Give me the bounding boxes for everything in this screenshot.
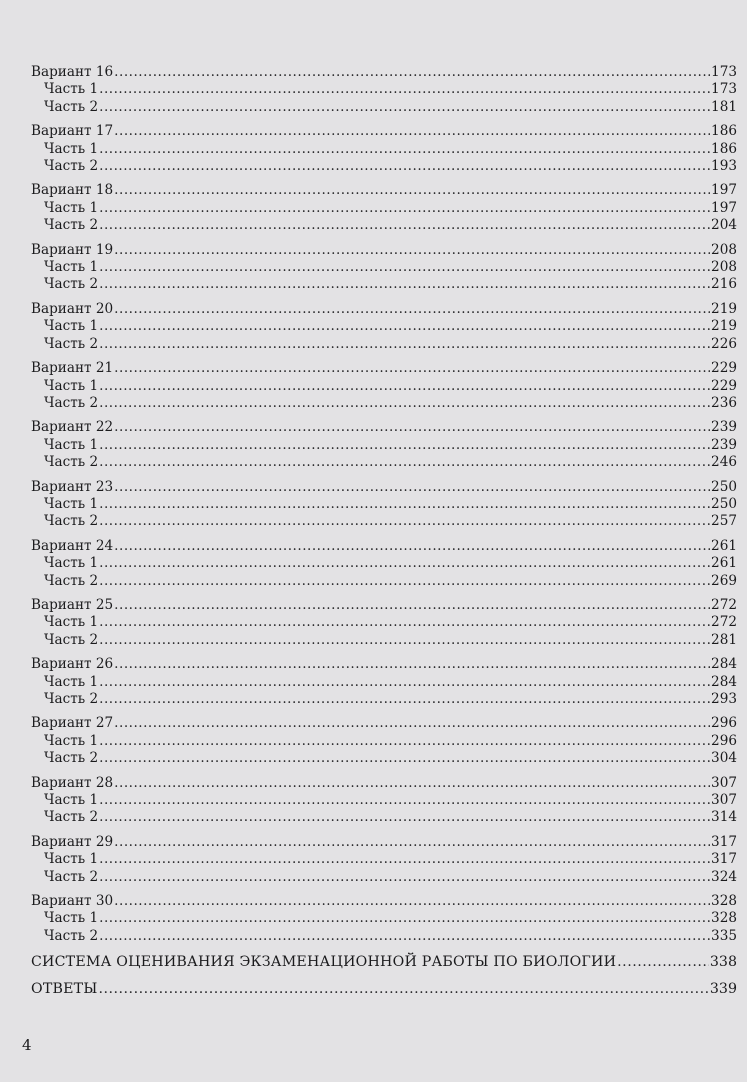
toc-variant-entry-label: Вариант 21 [31, 360, 114, 377]
toc-part-entry-label: Часть 1 [44, 555, 99, 572]
toc-part-entry [31, 733, 737, 750]
toc-variant-group [31, 182, 737, 234]
toc-part-entry-page-number: 304 [711, 750, 737, 767]
toc-part-entry-label: Часть 1 [44, 495, 99, 512]
dot-leader [99, 851, 710, 868]
toc-part-entry-page-number: 229 [711, 377, 737, 394]
dot-leader [114, 360, 710, 377]
dot-leader [99, 378, 710, 395]
toc-variant-group [31, 301, 737, 353]
toc-part-entry-label: Часть 2 [44, 513, 99, 530]
toc-variant-entry-label: Вариант 18 [31, 182, 114, 199]
toc-part-entry [31, 276, 737, 293]
dot-leader [99, 437, 710, 454]
toc-variant-entry-page-number: 328 [711, 893, 737, 910]
toc-part-entry [31, 496, 737, 513]
toc-part-entry-page-number: 257 [711, 513, 737, 530]
toc-variant-entry [31, 597, 737, 614]
toc-part-entry [31, 573, 737, 590]
dot-leader [114, 834, 710, 851]
toc-part-entry-label: Часть 2 [44, 276, 99, 293]
toc-part-entry-page-number: 284 [711, 673, 737, 690]
toc-part-entry-label: Часть 1 [44, 851, 99, 868]
dot-leader [617, 952, 709, 973]
toc-variant-group [31, 360, 737, 412]
toc-variant-group [31, 538, 737, 590]
dot-leader [99, 513, 710, 530]
toc-part-entry-label: Часть 2 [44, 98, 99, 115]
dot-leader [99, 318, 710, 335]
dot-leader [99, 141, 710, 158]
toc-part-entry-label: Часть 1 [44, 673, 99, 690]
toc-variant-entry-label: Вариант 26 [31, 656, 114, 673]
toc-part-entry [31, 691, 737, 708]
toc-part-entry [31, 555, 737, 572]
dot-leader [99, 158, 710, 175]
toc-variant-entry-label: Вариант 16 [31, 64, 114, 80]
dot-leader [99, 454, 710, 471]
toc-section-entry [31, 979, 737, 1000]
toc-part-entry-label: Часть 1 [44, 377, 99, 394]
dot-leader [99, 674, 710, 691]
toc-part-entry-page-number: 324 [711, 868, 737, 885]
toc-part-entry-page-number: 186 [711, 140, 737, 157]
toc-part-entry-label: Часть 2 [44, 868, 99, 885]
toc-part-entry-page-number: 246 [711, 454, 737, 471]
toc-variant-entry [31, 538, 737, 555]
dot-leader [99, 691, 710, 708]
toc-variant-entry [31, 360, 737, 377]
toc-variant-group [31, 419, 737, 471]
toc-part-entry [31, 378, 737, 395]
toc-variant-entry-page-number: 186 [711, 123, 737, 140]
toc-part-entry-label: Часть 1 [44, 732, 99, 749]
toc-variant-entry-page-number: 239 [711, 419, 737, 436]
toc-part-entry-page-number: 317 [711, 851, 737, 868]
toc-part-entry [31, 632, 737, 649]
dot-leader [114, 538, 710, 555]
table-of-contents [31, 64, 737, 1000]
dot-leader [99, 200, 710, 217]
dot-leader [99, 217, 710, 234]
toc-variant-entry [31, 479, 737, 496]
toc-part-entry-page-number: 261 [711, 555, 737, 572]
toc-part-entry [31, 81, 737, 98]
toc-variant-entry [31, 301, 737, 318]
dot-leader [114, 715, 710, 732]
toc-part-entry-label: Часть 2 [44, 335, 99, 352]
toc-part-entry [31, 158, 737, 175]
toc-variant-entry-page-number: 296 [711, 715, 737, 732]
toc-part-entry-page-number: 269 [711, 572, 737, 589]
toc-variant-entry-page-number: 173 [711, 64, 737, 80]
dot-leader [99, 573, 710, 590]
toc-part-entry [31, 928, 737, 945]
dot-leader [99, 496, 710, 513]
dot-leader [99, 979, 709, 1000]
toc-part-entry [31, 395, 737, 412]
dot-leader [99, 555, 710, 572]
toc-part-entry-page-number: 239 [711, 436, 737, 453]
toc-part-entry [31, 437, 737, 454]
toc-variant-entry [31, 182, 737, 199]
dot-leader [99, 733, 710, 750]
dot-leader [99, 99, 710, 116]
dot-leader [99, 910, 710, 927]
toc-part-entry-label: Часть 1 [44, 199, 99, 216]
toc-variant-entry-page-number: 250 [711, 478, 737, 495]
toc-part-entry-label: Часть 2 [44, 454, 99, 471]
toc-part-entry-page-number: 181 [711, 98, 737, 115]
toc-variant-entry [31, 64, 737, 81]
toc-part-entry [31, 336, 737, 353]
toc-variant-entry-label: Вариант 17 [31, 123, 114, 140]
toc-part-entry-page-number: 236 [711, 394, 737, 411]
toc-part-entry-page-number: 208 [711, 259, 737, 276]
toc-part-entry-label: Часть 1 [44, 259, 99, 276]
toc-part-entry-label: Часть 2 [44, 217, 99, 234]
toc-section-entry [31, 952, 737, 973]
toc-variant-entry [31, 834, 737, 851]
toc-part-entry-page-number: 173 [711, 81, 737, 98]
dot-leader [114, 479, 710, 496]
toc-variant-entry-page-number: 208 [711, 241, 737, 258]
toc-part-entry-page-number: 204 [711, 217, 737, 234]
toc-variant-entry-label: Вариант 29 [31, 833, 114, 850]
toc-variant-group [31, 242, 737, 294]
toc-part-entry-label: Часть 1 [44, 140, 99, 157]
toc-variant-entry-page-number: 197 [711, 182, 737, 199]
toc-part-entry [31, 200, 737, 217]
toc-part-entry-label: Часть 2 [44, 750, 99, 767]
toc-part-entry [31, 851, 737, 868]
toc-section-entry-page-number: 338 [709, 954, 737, 971]
toc-part-entry [31, 750, 737, 767]
toc-part-entry-label: Часть 2 [44, 158, 99, 175]
dot-leader [114, 242, 710, 259]
toc-part-entry [31, 674, 737, 691]
dot-leader [99, 928, 710, 945]
toc-part-entry-page-number: 314 [711, 809, 737, 826]
toc-part-entry-label: Часть 1 [44, 910, 99, 927]
toc-part-entry-label: Часть 1 [44, 436, 99, 453]
toc-part-entry-label: Часть 2 [44, 394, 99, 411]
toc-part-entry [31, 910, 737, 927]
dot-leader [99, 792, 710, 809]
toc-variant-entry-page-number: 317 [711, 833, 737, 850]
toc-part-entry-label: Часть 1 [44, 614, 99, 631]
dot-leader [99, 632, 710, 649]
toc-part-entry-label: Часть 1 [44, 318, 99, 335]
toc-part-entry-label: Часть 1 [44, 81, 99, 98]
toc-part-entry [31, 513, 737, 530]
toc-part-entry-label: Часть 2 [44, 809, 99, 826]
dot-leader [114, 182, 710, 199]
dot-leader [99, 81, 710, 98]
dot-leader [99, 336, 710, 353]
toc-part-entry-label: Часть 1 [44, 792, 99, 809]
toc-part-entry-label: Часть 2 [44, 691, 99, 707]
toc-part-entry [31, 614, 737, 631]
toc-variant-group [31, 64, 737, 116]
toc-variant-entry [31, 893, 737, 910]
toc-variant-entry-label: Вариант 30 [31, 893, 114, 910]
dot-leader [114, 64, 710, 81]
toc-variant-entry-page-number: 284 [711, 656, 737, 673]
dot-leader [114, 893, 710, 910]
toc-variant-group [31, 715, 737, 767]
dot-leader [99, 395, 710, 412]
toc-part-entry-page-number: 197 [711, 199, 737, 216]
toc-part-entry [31, 454, 737, 471]
toc-part-entry-page-number: 193 [711, 158, 737, 175]
toc-variant-entry [31, 242, 737, 259]
toc-variant-entry-label: Вариант 23 [31, 478, 114, 495]
dot-leader [114, 419, 710, 436]
toc-variant-entry-page-number: 307 [711, 774, 737, 791]
toc-variant-entry-page-number: 229 [711, 360, 737, 377]
toc-part-entry-page-number: 296 [711, 732, 737, 749]
toc-variant-group [31, 834, 737, 886]
toc-variant-entry [31, 775, 737, 792]
toc-variant-group [31, 597, 737, 649]
toc-variant-entry-page-number: 272 [711, 596, 737, 613]
toc-part-entry-label: Часть 2 [44, 572, 99, 589]
toc-part-entry-label: Часть 2 [44, 631, 99, 648]
toc-variant-entry [31, 123, 737, 140]
toc-variant-entry-page-number: 261 [711, 537, 737, 554]
toc-part-entry-page-number: 216 [711, 276, 737, 293]
toc-variant-entry-label: Вариант 24 [31, 537, 114, 554]
toc-part-entry [31, 869, 737, 886]
toc-section-entry-label: ОТВЕТЫ [31, 981, 98, 998]
toc-variant-entry-label: Вариант 28 [31, 774, 114, 791]
toc-part-entry-page-number: 335 [711, 927, 737, 944]
toc-variant-group [31, 479, 737, 531]
toc-variant-entry [31, 715, 737, 732]
toc-part-entry [31, 141, 737, 158]
toc-part-entry-page-number: 219 [711, 318, 737, 335]
toc-variant-group [31, 893, 737, 945]
dot-leader [114, 301, 710, 318]
toc-part-entry [31, 318, 737, 335]
toc-part-entry [31, 792, 737, 809]
toc-variant-entry-label: Вариант 27 [31, 715, 114, 732]
dot-leader [99, 869, 710, 886]
toc-part-entry-label: Часть 2 [44, 927, 99, 944]
toc-part-entry [31, 259, 737, 276]
dot-leader [99, 276, 710, 293]
dot-leader [114, 775, 710, 792]
toc-part-entry [31, 809, 737, 826]
toc-variant-entry-label: Вариант 19 [31, 241, 114, 258]
dot-leader [114, 656, 710, 673]
dot-leader [114, 123, 710, 140]
toc-part-entry-page-number: 293 [711, 691, 737, 707]
toc-variant-entry-label: Вариант 22 [31, 419, 114, 436]
toc-variant-group [31, 656, 737, 708]
toc-part-entry-page-number: 272 [711, 614, 737, 631]
toc-variant-entry-page-number: 219 [711, 300, 737, 317]
toc-variant-group [31, 123, 737, 175]
dot-leader [99, 809, 710, 826]
toc-variant-entry-label: Вариант 20 [31, 300, 114, 317]
toc-variant-group [31, 775, 737, 827]
dot-leader [99, 259, 710, 276]
toc-part-entry-page-number: 307 [711, 792, 737, 809]
toc-variant-entry-label: Вариант 25 [31, 596, 114, 613]
dot-leader [99, 614, 710, 631]
dot-leader [114, 597, 710, 614]
toc-variant-entry [31, 419, 737, 436]
toc-part-entry-page-number: 281 [711, 631, 737, 648]
toc-part-entry-page-number: 226 [711, 335, 737, 352]
toc-variant-entry [31, 656, 737, 673]
toc-part-entry-page-number: 328 [711, 910, 737, 927]
toc-part-entry [31, 217, 737, 234]
toc-part-entry [31, 99, 737, 116]
page-number: 4 [22, 1036, 32, 1054]
dot-leader [99, 750, 710, 767]
toc-section-entry-label: СИСТЕМА ОЦЕНИВАНИЯ ЭКЗАМЕНАЦИОННОЙ РАБОТЫ ПО БИОЛОГИИ [31, 954, 617, 971]
toc-part-entry-page-number: 250 [711, 495, 737, 512]
toc-section-entry-page-number: 339 [709, 981, 737, 998]
